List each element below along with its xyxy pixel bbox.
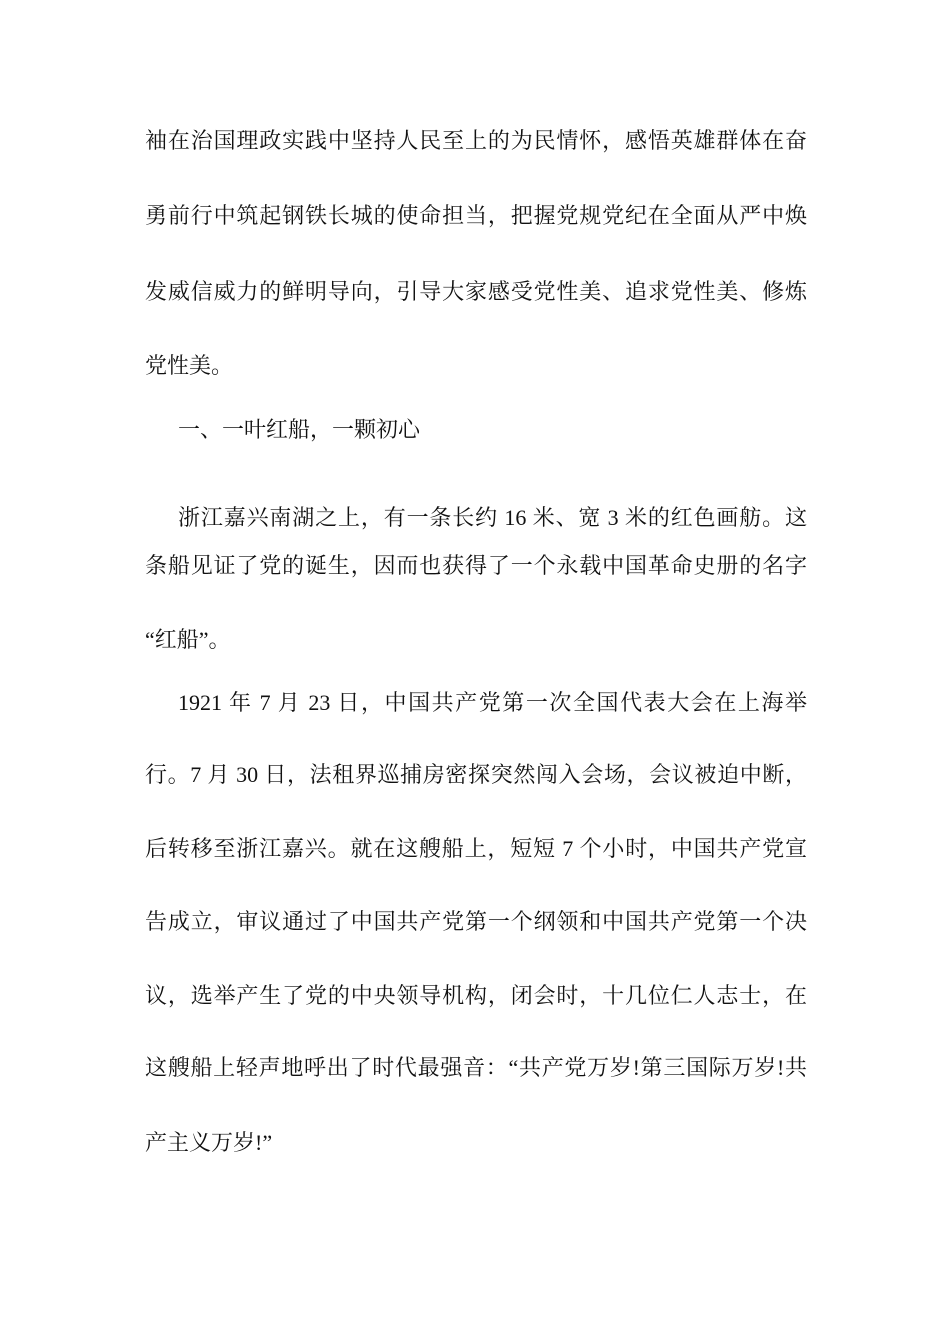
text-line: 这艘船上轻声地呼出了时代最强音：“共产党万岁!第三国际万岁!共	[145, 1055, 807, 1080]
text-line: “红船”。	[145, 627, 231, 652]
text-line: 条船见证了党的诞生，因而也获得了一个永载中国革命史册的名字	[145, 553, 807, 578]
text-line: 行。7 月 30 日，法租界巡捕房密探突然闯入会场，会议被迫中断，	[145, 762, 807, 787]
text-line: 党性美。	[145, 353, 234, 378]
text-line: 勇前行中筑起钢铁长城的使命担当，把握党规党纪在全面从严中焕	[145, 203, 807, 228]
text-line: 议，选举产生了党的中央领导机构，闭会时，十几位仁人志士，在	[145, 983, 807, 1008]
text-line: 后转移至浙江嘉兴。就在这艘船上，短短 7 个小时，中国共产党宣	[145, 836, 807, 861]
text-line: 袖在治国理政实践中坚持人民至上的为民情怀，感悟英雄群体在奋	[145, 128, 807, 153]
section-heading: 一、一叶红船，一颗初心	[178, 417, 421, 442]
text-line: 产主义万岁!”	[145, 1130, 273, 1155]
text-line: 发威信威力的鲜明导向，引导大家感受党性美、追求党性美、修炼	[145, 279, 807, 304]
text-line: 告成立，审议通过了中国共产党第一个纲领和中国共产党第一个决	[145, 909, 807, 934]
text-line: 1921 年 7 月 23 日，中国共产党第一次全国代表大会在上海举	[178, 690, 807, 715]
text-line: 浙江嘉兴南湖之上，有一条长约 16 米、宽 3 米的红色画舫。这	[178, 505, 807, 530]
